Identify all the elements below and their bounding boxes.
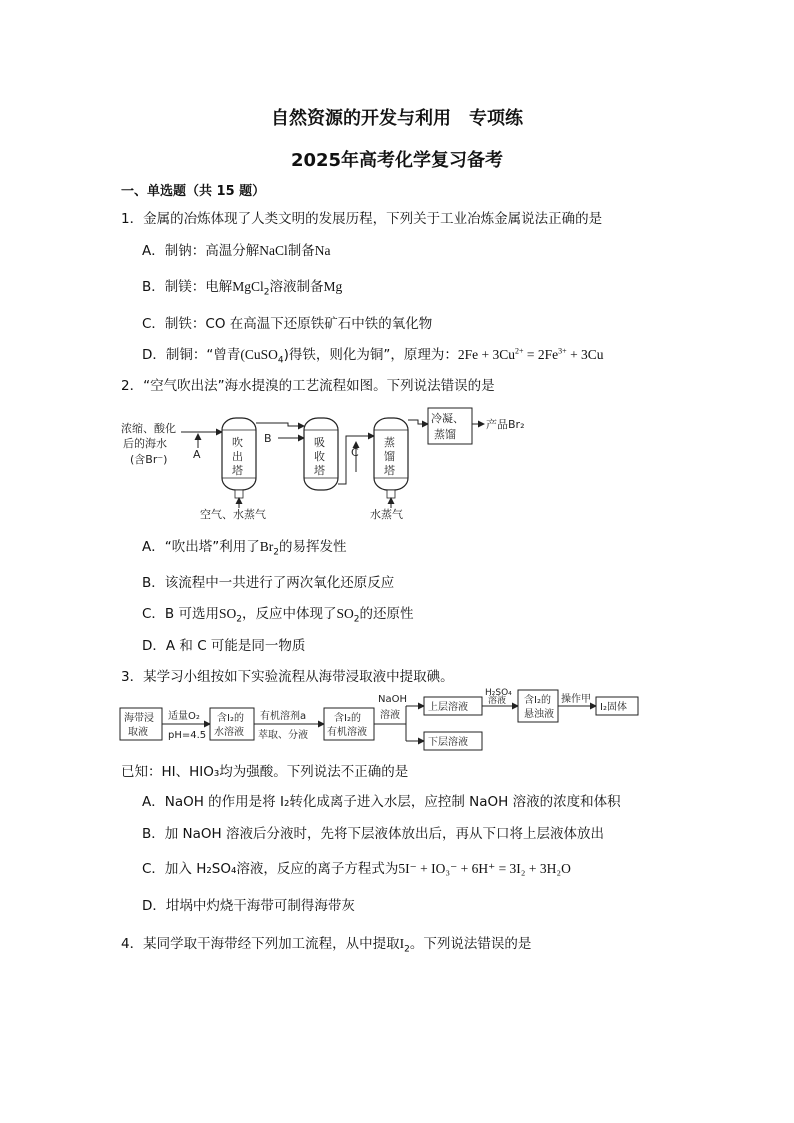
- pipe-1-2: [256, 423, 304, 426]
- q1-a-mid: 制备: [287, 243, 315, 259]
- svg-text:pH=4.5: pH=4.5: [168, 730, 207, 741]
- q1-d-equation: $2Fe + 3Cu^{2+} = 2Fe^{3+} + 3Cu$: [457, 346, 604, 362]
- svg-text:H₂SO₄: H₂SO₄: [485, 688, 512, 698]
- q3-option-b: B．加 NaOH 溶液后分液时，先将下层液体放出后，再从下口将上层液体放出: [142, 826, 604, 842]
- q1-d-paren: (CuSO: [240, 347, 278, 362]
- bottom-label-1: 空气、水蒸气: [200, 508, 266, 521]
- svg-text:收: 收: [314, 450, 325, 463]
- box-text-2: 蒸馏: [434, 428, 456, 441]
- svg-text:I₂固体: I₂固体: [600, 702, 627, 713]
- q1-b-label: B．制镁：电解: [142, 279, 233, 295]
- tower-distill: [374, 418, 408, 498]
- q1-stem: 1．金属的冶炼体现了人类文明的发展历程，下列关于工业冶炼金属说法正确的是: [121, 211, 603, 227]
- q3-option-c: C．加入 H₂SO₄溶液，反应的离子方程式为5I⁻ + IO₃⁻ + 6H⁺ = 3I₂ + 3H₂O: [142, 861, 571, 877]
- svg-text:馏: 馏: [384, 450, 395, 463]
- svg-text:含I₂的: 含I₂的: [334, 713, 361, 724]
- svg-text:悬浊液: 悬浊液: [524, 709, 554, 720]
- label-A: A: [193, 448, 201, 461]
- tower-absorb: [304, 418, 338, 490]
- tower-blowout: [222, 418, 256, 498]
- q2-bromine-flow-diagram: [118, 406, 558, 524]
- svg-text:水溶液: 水溶液: [214, 727, 244, 738]
- svg-text:适量O₂: 适量O₂: [168, 711, 200, 722]
- q1-option-d: [142, 343, 604, 366]
- q1-a-formula1: NaCl: [259, 243, 288, 258]
- svg-text:操作甲: 操作甲: [561, 694, 591, 705]
- q1-b-mid: 溶液制备: [269, 279, 324, 295]
- svg-text:溶液: 溶液: [380, 710, 400, 721]
- feed-text-1: 浓缩、酸化: [121, 422, 176, 435]
- svg-text:塔: 塔: [314, 464, 325, 477]
- svg-text:上层溶液: 上层溶液: [428, 702, 468, 713]
- q2-option-d: D．A 和 C 可能是同一物质: [142, 638, 306, 654]
- svg-text:出: 出: [232, 450, 243, 463]
- svg-text:塔: 塔: [232, 464, 243, 477]
- q3-option-a: A．NaOH 的作用是将 I₂转化成离子进入水层，应控制 NaOH 溶液的浓度和体积: [142, 794, 621, 810]
- feed-text-3: (含Br⁻): [130, 453, 168, 466]
- q1-a-label: A．制钠：高温分解: [142, 243, 260, 259]
- q1-b-formula2: Mg: [323, 279, 343, 294]
- q4-stem: 4．某同学取干海带经下列加工流程，从中提取$I_2$。下列说法错误的是: [121, 936, 532, 955]
- q3-iodine-flow-diagram: [118, 688, 642, 754]
- section-heading: 一、单选题（共 15 题）: [121, 184, 266, 199]
- svg-text:塔: 塔: [384, 464, 395, 477]
- label-B: B: [264, 432, 272, 445]
- svg-text:吸: 吸: [314, 436, 325, 449]
- q3-known: 已知：HI、HIO₃均为强酸。下列说法不正确的是: [121, 764, 409, 780]
- q2-option-b: B．该流程中一共进行了两次氧化还原反应: [142, 575, 395, 591]
- pipe-3-box: [408, 420, 428, 424]
- title-line2: 2025年高考化学复习备考: [290, 150, 504, 171]
- bottom-label-3: 水蒸气: [370, 508, 403, 521]
- svg-text:溶液: 溶液: [488, 696, 507, 706]
- svg-text:有机溶液: 有机溶液: [327, 727, 367, 738]
- q1-option-b: [142, 275, 342, 298]
- q2-stem: 2．“空气吹出法”海水提溴的工艺流程如图。下列说法错误的是: [121, 378, 495, 394]
- q2-option-c: C．B 可选用$SO_2$，反应中体现了$SO_2$的还原性: [142, 606, 414, 625]
- q1-option-c: C．制铁：CO 在高温下还原铁矿石中铁的氧化物: [142, 316, 433, 332]
- q1-b-sub: 2: [263, 287, 270, 298]
- q1-d-rest: )得铁，则化为铜”，原理为：: [283, 347, 458, 363]
- feed-text-2: 后的海水: [123, 437, 167, 450]
- svg-text:含I₂的: 含I₂的: [217, 713, 244, 724]
- q1-d-sub: 4: [277, 355, 284, 366]
- label-C: C: [351, 446, 359, 459]
- svg-text:萃取、分液: 萃取、分液: [258, 730, 308, 741]
- product-label: 产品Br₂: [486, 418, 525, 431]
- q3-option-d: D．坩埚中灼烧干海带可制得海带灰: [142, 898, 355, 914]
- svg-text:取液: 取液: [128, 727, 148, 738]
- q1-d-label: D．制铜：“曾青: [142, 347, 241, 363]
- q2-option-a: A．“吹出塔”利用了$Br_2$的易挥发性: [142, 539, 347, 558]
- svg-text:蒸: 蒸: [384, 436, 395, 449]
- svg-text:下层溶液: 下层溶液: [428, 737, 468, 748]
- svg-text:吹: 吹: [232, 436, 243, 449]
- svg-text:海带浸: 海带浸: [124, 713, 154, 724]
- svg-text:有机溶剂a: 有机溶剂a: [260, 711, 307, 722]
- box-text-1: 冷凝、: [431, 412, 464, 425]
- title-line1: 自然资源的开发与利用 专项练: [271, 108, 523, 129]
- q1-option-a: [142, 239, 331, 259]
- q1-a-formula2: Na: [314, 243, 331, 258]
- svg-text:含I₂的: 含I₂的: [524, 695, 551, 706]
- q3-stem: 3．某学习小组按如下实验流程从海带浸取液中提取碘。: [121, 669, 454, 685]
- q1-b-formula1: MgCl: [232, 279, 264, 294]
- svg-text:NaOH: NaOH: [378, 694, 407, 705]
